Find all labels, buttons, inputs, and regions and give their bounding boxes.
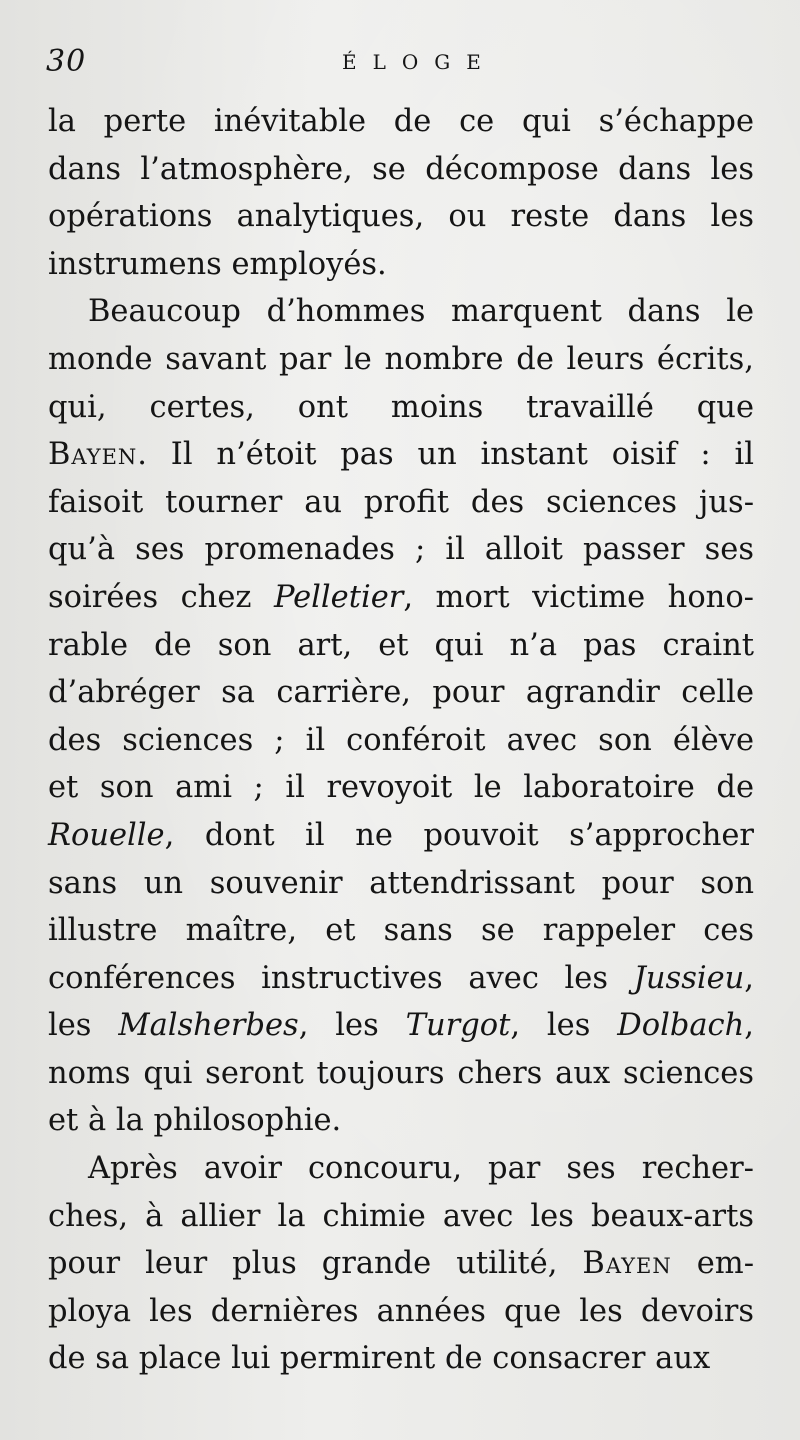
text-line (48, 336, 754, 384)
text-line (48, 98, 754, 146)
text-run: , les (510, 1008, 618, 1044)
text-run: de sa place lui permirent de consacrer aux (48, 1341, 711, 1377)
text-run: , dont il ne pouvoit s’approcher (164, 817, 754, 853)
text-line (48, 907, 754, 955)
text-run: , (744, 960, 754, 996)
text-run: , les (298, 1008, 406, 1044)
text-line (48, 955, 754, 1003)
small-caps-name: Bayen (48, 437, 138, 473)
text-run: la perte inévitable de ce qui s’échappe (48, 104, 754, 139)
text-line (48, 812, 754, 860)
text-run: Après avoir concouru, par ses recher- (88, 1151, 754, 1187)
text-run: et à la philosophie. (48, 1103, 342, 1139)
italic-name: Malsherbes (118, 1008, 299, 1044)
running-head: ÉLOGE (342, 50, 497, 74)
italic-name: Dolbach (617, 1008, 745, 1044)
text-run: pour leur plus grande utilité, (48, 1246, 583, 1282)
text-line (48, 860, 754, 908)
text-run: , (744, 1008, 754, 1044)
text-run: qu’à ses promenades ; il alloit passer ses (48, 532, 754, 568)
text-line (48, 1288, 754, 1336)
text-line (48, 1240, 754, 1288)
text-line (48, 669, 754, 717)
text-run: instrumens employés. (48, 246, 387, 282)
text-line (48, 479, 754, 527)
text-line (48, 1002, 754, 1050)
text-line (48, 146, 754, 194)
text-line (48, 622, 754, 670)
italic-name: Rouelle (48, 817, 165, 853)
text-line (48, 717, 754, 765)
text-run: illustre maître, et sans se rappeler ces (48, 913, 754, 949)
text-line (48, 1335, 754, 1383)
text-run: d’abréger sa carrière, pour agrandir celle (48, 675, 754, 711)
text-run: ches, à allier la chimie avec les beaux-arts (48, 1198, 754, 1234)
text-line (48, 288, 754, 336)
text-run: em- (671, 1246, 755, 1282)
text-line (48, 1050, 754, 1098)
italic-name: Jussieu (633, 960, 745, 996)
text-run: Beaucoup d’hommes marquent dans le (88, 294, 754, 330)
text-run: et son ami ; il revoyoit le laboratoire de (48, 770, 754, 806)
text-line (48, 1145, 754, 1193)
paragraph (48, 1145, 754, 1383)
text-run: . Il n’étoit pas un instant oisif : il (137, 437, 754, 473)
text-run: , mort victime hono- (403, 579, 754, 615)
text-run: ploya les dernières années que les devoirs (48, 1293, 754, 1329)
text-run: conférences instructives avec les (48, 960, 634, 996)
small-caps-name: Bayen (582, 1246, 672, 1282)
text-run: monde savant par le nombre de leurs écrits, (48, 341, 754, 377)
page-number: 30 (46, 44, 87, 79)
text-run: dans l’atmosphère, se décompose dans les (48, 151, 754, 187)
text-run: rable de son art, et qui n’a pas craint (48, 627, 754, 663)
italic-name: Turgot (405, 1008, 511, 1044)
text-run: faisoit tourner au profit des sciences jus- (48, 484, 754, 520)
text-run: qui, certes, ont moins travaillé que (48, 389, 754, 425)
text-run: soirées chez (48, 579, 274, 615)
body-text (48, 98, 754, 1383)
text-line (48, 526, 754, 574)
text-line (48, 1097, 754, 1145)
text-line (48, 193, 754, 241)
text-run: les (48, 1008, 119, 1044)
text-run: sans un souvenir attendrissant pour son (48, 865, 754, 901)
page-header (46, 44, 756, 80)
text-run: noms qui seront toujours chers aux sciences (48, 1055, 754, 1091)
text-line (48, 431, 754, 479)
paragraph (48, 288, 754, 1145)
italic-name: Pelletier (273, 579, 404, 615)
text-line (48, 384, 754, 432)
text-run: opérations analytiques, ou reste dans les (48, 199, 754, 235)
text-line (48, 241, 754, 289)
text-run: des sciences ; il conféroit avec son élève (48, 722, 754, 758)
paragraph (48, 98, 754, 288)
text-line (48, 1193, 754, 1241)
text-line (48, 574, 754, 622)
text-line (48, 764, 754, 812)
